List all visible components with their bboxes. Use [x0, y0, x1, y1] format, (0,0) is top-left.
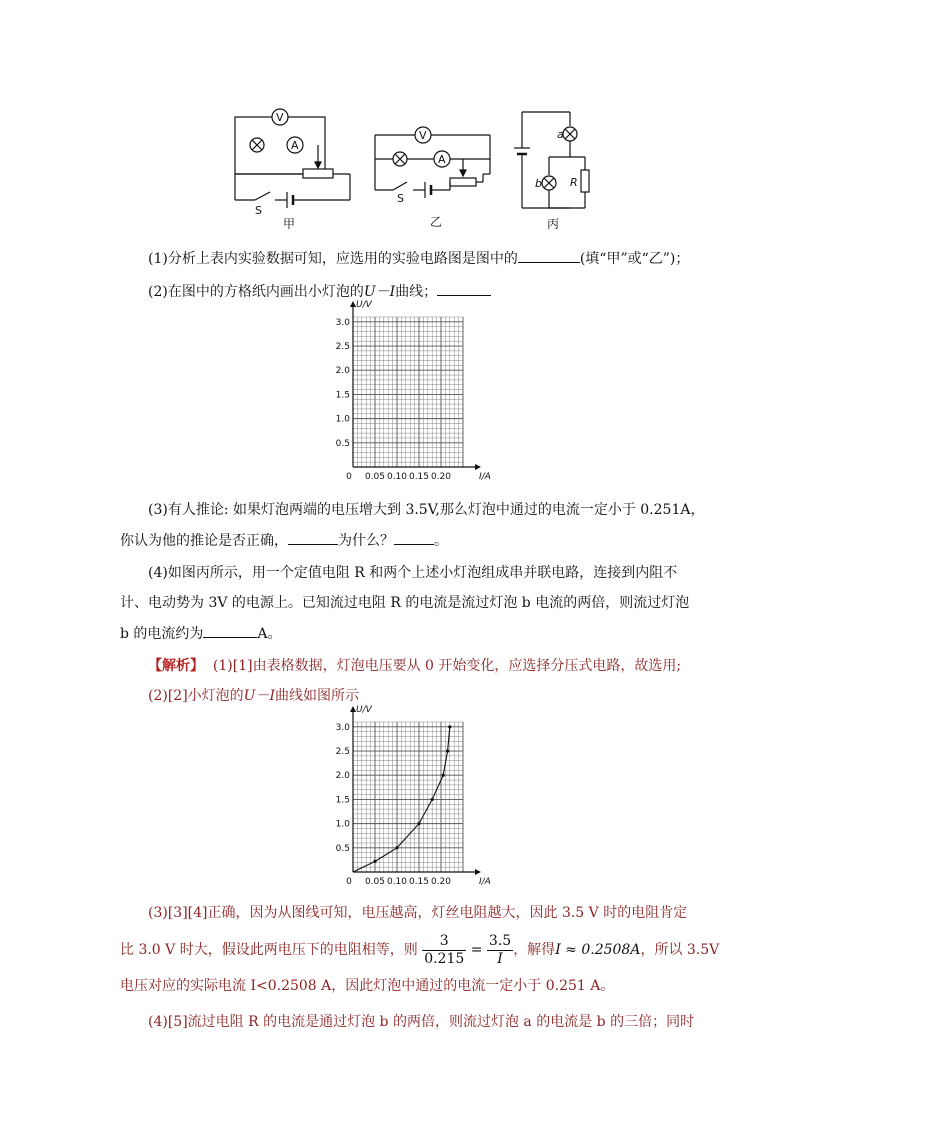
circuit-diagrams: [225, 102, 600, 232]
question-2: (2)在图中的方格纸内画出小灯泡的U－I曲线；: [0, 281, 942, 302]
question-4-line-2: 计、电动势为 3V 的电源上。已知流过电阻 R 的电流是流过灯泡 b 电流的两倍，则流过灯泡: [120, 595, 690, 611]
x-tick-label: 0.20: [430, 877, 452, 887]
answer-blank[interactable]: [437, 281, 491, 296]
data-point: [446, 749, 449, 752]
lamp-b-label: b: [535, 177, 542, 190]
x-axis-label: I/A: [479, 472, 491, 482]
y-axis-label: U/V: [356, 705, 372, 715]
ammeter-label: A: [438, 153, 446, 166]
y-tick-label: 0.5: [335, 843, 350, 854]
data-point: [417, 822, 420, 825]
solution-3-line-1: (3)[3][4]正确，因为从图线可知，电压越高，灯丝电阻越大，因此 3.5 V 时的电阻肯定: [148, 905, 688, 921]
solution-1: 【解析】 (1)[1]由表格数据，灯泡电压要从 0 开始变化，应选择分压式电路，故选用;: [148, 658, 682, 674]
y-tick-label: 0.5: [335, 438, 350, 449]
switch-label: S: [255, 204, 262, 217]
circuit-jia: [235, 109, 350, 208]
x-axis-label: I/A: [479, 877, 491, 887]
question-1: (1)分析上表内实验数据可知，应选用的实验电路图是图中的 (填“甲”或“乙”)；: [0, 248, 942, 269]
x-axis-arrow: [475, 464, 481, 470]
x-tick-label: 0: [346, 472, 352, 482]
data-point: [395, 846, 398, 849]
question-4-line-1: (4)如图丙所示，用一个定值电阻 R 和两个上述小灯泡组成串并联电路，连接到内阻不: [148, 565, 678, 581]
y-tick-label: 2.0: [335, 771, 350, 782]
answer-blank[interactable]: [518, 248, 580, 263]
y-tick-label: 1.0: [335, 414, 350, 425]
solution-3-line-3: 电压对应的实际电流 I<0.2508 A，因此灯泡中通过的电流一定小于 0.251 A。: [120, 978, 615, 994]
y-tick-label: 1.5: [335, 390, 350, 401]
fraction: $\frac{3.5}{I}$: [488, 932, 512, 967]
answer-blank[interactable]: [203, 623, 257, 638]
y-tick-label: 1.5: [335, 795, 350, 806]
empty-grid-chart: [325, 300, 500, 482]
y-tick-label: 2.0: [335, 366, 350, 377]
question-3-line-2: 你认为他的推论是否正确， 为什么？ 。: [0, 530, 914, 551]
circuit-bing: [514, 112, 589, 208]
caption-yi: 乙: [430, 215, 443, 229]
fraction: $\frac{3}{0.215}$: [424, 932, 465, 967]
switch-label: S: [397, 192, 404, 205]
voltmeter-label: V: [276, 111, 284, 124]
x-axis-arrow: [475, 869, 481, 875]
lamp-a-label: a: [557, 128, 564, 141]
solution-2: (2)[2]小灯泡的U－I曲线如图所示: [148, 688, 360, 704]
answer-chart: [325, 705, 500, 887]
answer-blank[interactable]: [288, 530, 338, 545]
resistor-label: R: [570, 176, 578, 189]
x-tick-label: 0.20: [430, 472, 452, 482]
y-tick-label: 3.0: [335, 317, 350, 328]
voltmeter-label: V: [419, 129, 427, 142]
solution-tag: 【解析】: [148, 658, 204, 674]
x-tick-label: 0.10: [386, 472, 408, 482]
caption-bing: 丙: [547, 217, 560, 231]
x-tick-label: 0.05: [364, 472, 386, 482]
x-tick-label: 0.15: [408, 472, 430, 482]
circuit-yi: [375, 127, 490, 198]
y-tick-label: 3.0: [335, 722, 350, 733]
x-tick-label: 0.15: [408, 877, 430, 887]
y-tick-label: 2.5: [335, 342, 350, 353]
x-tick-label: 0: [346, 877, 352, 887]
solution-4-line-1: (4)[5]流过电阻 R 的电流是通过灯泡 b 的两倍，则流过灯泡 a 的电流是 b 的三倍；同时: [148, 1014, 695, 1030]
y-tick-label: 2.5: [335, 747, 350, 758]
y-tick-label: 1.0: [335, 819, 350, 830]
question-3-line-1: (3)有人推论: 如果灯泡两端的电压增大到 3.5V,那么灯泡中通过的电流一定小于 0.251A，: [148, 502, 705, 518]
answer-blank[interactable]: [394, 530, 434, 545]
data-point: [448, 725, 451, 728]
x-tick-label: 0.10: [386, 877, 408, 887]
question-4-line-3: b 的电流约为 A。: [0, 623, 914, 644]
y-axis-label: U/V: [356, 300, 372, 310]
x-tick-label: 0.05: [364, 877, 386, 887]
data-point: [431, 798, 434, 801]
caption-jia: 甲: [283, 217, 296, 231]
data-point: [373, 860, 376, 863]
ammeter-label: A: [291, 139, 299, 152]
solution-3-line-2: 比 3.0 V 时大，假设此两电压下的电阻相等，则 $\frac{3}{0.215}$ = $\frac{3.5}{I}$ ，解得I ≈ 0.2508A，所以 3.5V: [120, 932, 720, 967]
data-point: [442, 774, 445, 777]
